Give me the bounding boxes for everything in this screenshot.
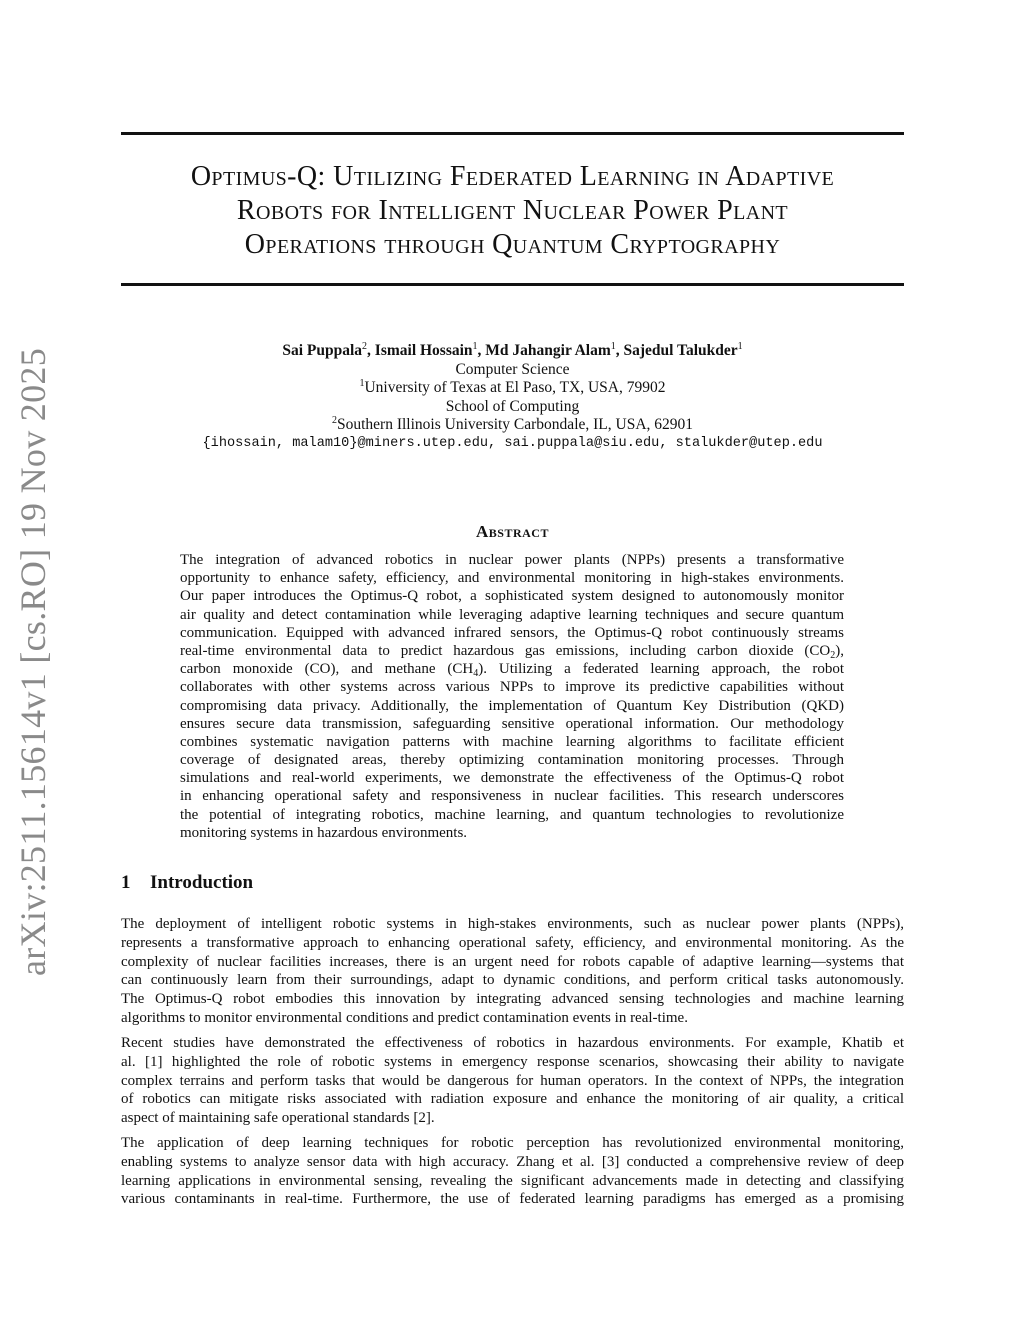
abstract-line: collaborates with other systems across various NPPs to improve its predictive capabilities without	[180, 679, 844, 696]
abstract-line: the potential of integrating robotics, machine learning, and quantum technologies to revolutionize	[180, 806, 844, 823]
title-line-3: Operations through Quantum Cryptography	[244, 229, 781, 260]
author-emails: {ihossain, malam10}@miners.utep.edu, sai.puppala@siu.edu, stalukder@utep.edu	[202, 435, 823, 451]
paragraph-line: various contaminants in real-time. Furthermore, the use of federated learning paradigms has emerged as a promising	[121, 1191, 904, 1208]
abstract-line: opportunity to enhance safety, efficiency, and environmental monitoring in high-stakes environments.	[180, 570, 844, 587]
affiliation-2	[121, 416, 904, 435]
abstract-line	[180, 642, 844, 660]
abstract-line: coverage of designated areas, thereby optimizing contamination monitoring processes. Through	[180, 752, 844, 769]
paragraph-line: Recent studies have demonstrated the effectiveness of robotics in hazardous environments. For example, Khatib et	[121, 1035, 904, 1051]
paragraph-line: can continuously learn from their surroundings, adapt to dynamic conditions, and perform critical tasks autonomously.	[121, 972, 904, 989]
abstract-line-tail: ),	[835, 642, 844, 659]
author-block	[121, 342, 904, 453]
abstract-line: monitoring systems in hazardous environments.	[180, 824, 468, 841]
author-4-affil: 1	[737, 341, 743, 352]
co2-subscript: 2	[830, 649, 836, 661]
title-top-rule	[121, 132, 904, 135]
author-4: , Sajedul Talukder	[615, 342, 738, 359]
title-line-1: Optimus-Q: Utilizing Federated Learning in Adaptive	[190, 161, 835, 192]
section-number: 1	[121, 872, 131, 893]
paragraph-line: al. [1] highlighted the role of robotic systems in emergency response scenarios, showcasing their ability to navigate	[121, 1053, 904, 1070]
intro-paragraph-1	[121, 915, 904, 1028]
paragraph-line: enabling systems to analyze sensor data with high accuracy. Zhang et al. [3] conducted a comprehensive review of deep	[121, 1153, 904, 1170]
intro-paragraph-3	[121, 1134, 904, 1209]
author-3: , Md Jahangir Alam	[477, 342, 611, 359]
section-title: Introduction	[150, 872, 254, 893]
department-2: School of Computing	[445, 397, 580, 415]
author-1: Sai Puppala	[282, 342, 363, 359]
abstract-body	[180, 551, 844, 842]
abstract-line: combines systematic navigation patterns with machine learning algorithms to facilitate efficient	[180, 733, 844, 750]
abstract-heading: Abstract	[476, 522, 549, 541]
abstract-line: compromising data privacy. Additionally, the implementation of Quantum Key Distribution (QKD)	[180, 697, 844, 714]
arxiv-id-text: arXiv:2511.15614v1 [cs.RO] 19 Nov 2025	[13, 347, 53, 977]
abstract-line: communication. Equipped with advanced infrared sensors, the Optimus-Q robot continuously streams	[180, 624, 844, 641]
intro-paragraph-2	[121, 1034, 904, 1128]
abstract-line: air quality and detect contamination while leveraging adaptive learning techniques and secure quantum	[180, 606, 844, 623]
paragraph-line: of robotics can mitigate risks associated with radiation exposure and enhance the monitoring of air quality, a critical	[121, 1091, 904, 1108]
paragraph-line: complex terrains and perform tasks that would be dangerous for human operators. In the context of NPPs, the integration	[121, 1072, 904, 1089]
paragraph-line: The deployment of intelligent robotic systems in high-stakes environments, such as nuclear power plants (NPPs),	[121, 916, 904, 932]
abstract-line: The integration of advanced robotics in nuclear power plants (NPPs) presents a transformative	[180, 552, 844, 568]
department-1: Computer Science	[455, 360, 570, 378]
abstract-line	[180, 660, 844, 678]
title-bottom-rule	[121, 283, 904, 286]
paragraph-line: complexity of nuclear facilities increases, there is an urgent need for robots capable of adaptive learning—systems that	[121, 953, 904, 970]
paper-title	[121, 160, 904, 262]
paragraph-line: learning applications in environmental sensing, revealing the significant advancements made in detecting and classifying	[121, 1172, 904, 1189]
affiliation-2-text: Southern Illinois University Carbondale, IL, USA, 62901	[336, 416, 694, 433]
section-heading-introduction	[121, 872, 253, 894]
affiliation-1-marker: 1	[359, 378, 365, 389]
affiliation-1	[121, 379, 904, 398]
author-names	[121, 342, 904, 361]
author-2: , Ismail Hossain	[367, 342, 473, 359]
abstract-line: ensures secure data transmission, safeguarding sensitive operational information. Our methodology	[180, 715, 844, 732]
paragraph-line: represents a transformative approach to enhancing operational safety, efficiency, and environmental monitoring. As the	[121, 934, 904, 951]
paragraph-line: The application of deep learning techniques for robotic perception has revolutionized environmental monitoring,	[121, 1135, 904, 1151]
author-2-affil: 1	[472, 341, 478, 352]
abstract-line-tail: ). Utilizing a federated learning approach, the robot	[478, 661, 845, 678]
affiliation-1-text: University of Texas at El Paso, TX, USA, 79902	[364, 379, 666, 396]
author-3-affil: 1	[610, 341, 616, 352]
abstract-line-text: carbon monoxide (CO), and methane (CH	[180, 661, 474, 678]
author-1-affil: 2	[362, 341, 368, 352]
title-line-2: Robots for Intelligent Nuclear Power Plant	[236, 195, 789, 226]
abstract-line: in enhancing operational safety and responsiveness in nuclear facilities. This research underscores	[180, 788, 844, 805]
arxiv-sidebar-identifier	[8, 347, 58, 977]
abstract-line: Our paper introduces the Optimus-Q robot, a sophisticated system designed to autonomously monitor	[180, 588, 844, 605]
abstract-line-text: real-time environmental data to predict hazardous gas emissions, including carbon dioxide (CO	[180, 642, 831, 659]
abstract-line: simulations and real-world experiments, we demonstrate the effectiveness of the Optimus-Q robot	[180, 770, 844, 787]
paragraph-line: aspect of maintaining safe operational standards [2].	[121, 1110, 435, 1127]
affiliation-2-marker: 2	[331, 415, 337, 426]
paragraph-line: algorithms to monitor environmental conditions and predict contamination events in real-time.	[121, 1009, 688, 1026]
ch4-subscript: 4	[473, 668, 479, 680]
paragraph-line: The Optimus-Q robot embodies this innovation by integrating advanced sensing technologies and machine learning	[121, 991, 904, 1008]
